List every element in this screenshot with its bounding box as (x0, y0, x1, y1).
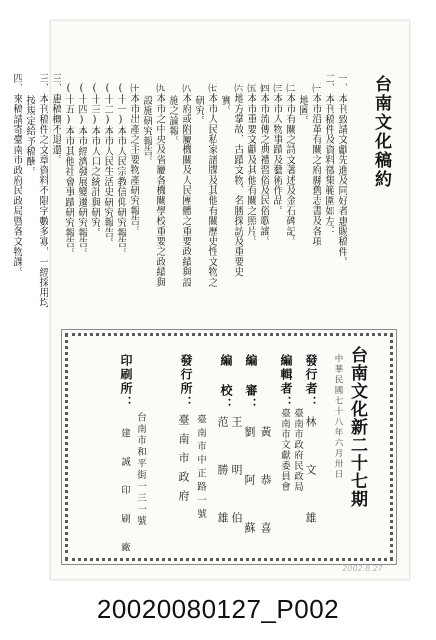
issue-date: 中華民國七十八年六月卅日 (333, 354, 343, 480)
guideline-column: ㈨本市之中央及省屬各機關學校重要之政績與 (154, 83, 165, 287)
guideline-column: 研究。 (193, 95, 204, 126)
guideline-column: ㈧本府或附屬機關及人民團體之重要政績與設 (180, 83, 191, 287)
proofing-label: 編 校： (219, 354, 233, 412)
publisher-name: 林 文 雄 (304, 416, 317, 535)
guideline-column: ㈡本市有關之詩文著述及金石碑記。 (284, 83, 295, 247)
guideline-column: ㈦本市人民私家譜牒及其他有關歷史性文物之 (206, 83, 217, 287)
issue-title: 台南文化新二十七期 (347, 346, 367, 508)
guideline-column: (十四)本市經濟發展變遷研究報告。 (76, 83, 87, 258)
guideline-column: ㈣本市流傳之典禮習俗及民俗歌謠。 (258, 83, 269, 247)
guideline-column: (十三)本市人口之統計與研究。 (89, 83, 100, 238)
guideline-column: 地圖。 (297, 95, 308, 126)
guideline-column: ㈩本市出產之主要物產研究報告。 (128, 83, 139, 236)
archive-caption: 20020080127_P002 (96, 594, 340, 624)
guideline-column: 實。 (219, 95, 230, 116)
guideline-column: 設施研究報告。 (141, 95, 152, 167)
document-title: 台南文化稿約 (371, 75, 391, 189)
proofing-name-1: 范 勝 雄 (216, 416, 229, 535)
editor-name-2: 臺南市政府民政局 (292, 408, 303, 492)
issuer-label: 發行所： (179, 354, 193, 410)
guideline-column: (十二)本市人民生活史研究報告。 (102, 83, 113, 248)
issuer-name-1: 臺南市政府 (177, 414, 190, 509)
guideline-column: 二、本刊稿件及資料徵集範圍如左： (323, 73, 334, 237)
submission-guidelines (10, 73, 347, 313)
printer-name-2: 台南市和平街一三一號 (135, 412, 146, 527)
colophon-box (65, 333, 393, 561)
archive-date-stamp: 2002.8.27 (342, 564, 383, 573)
guideline-column: 施之論報。 (167, 95, 178, 146)
guideline-column: ㈠本市沿革有關之府縣舊志書及各項 (310, 83, 321, 247)
guideline-column: 四、來稿請寄臺南市政府民政局暨各文物課。 (11, 73, 22, 277)
editor-label: 編輯者： (279, 354, 293, 410)
guideline-column: 三、本刊稿件之文章資料不限字數多寡，一經採用均 (37, 73, 48, 308)
guideline-column: ㈤本市重要文獻及其他有關之照片。 (245, 83, 256, 247)
review-name-2: 黃 恭 喜 (259, 426, 272, 545)
guideline-column: 三、惠稿概不退還。 (50, 73, 61, 165)
guideline-column: 按規定給予稿酬。 (24, 95, 35, 177)
guideline-column: (十一)本市人民宗教信仰研究報告。 (115, 83, 126, 258)
guideline-column: (十五)本市其他社會事蹟研究報告。 (63, 83, 74, 258)
printer-name-1: 建 誠 印 刷 廠 (119, 428, 130, 556)
document-page (11, 20, 410, 580)
proofing-name-2: 王 明 伯 (230, 416, 243, 535)
publisher-label: 發行者： (304, 354, 318, 410)
guideline-column: ㈥地方掌故、古蹟文物、名勝探訪及重要史 (232, 83, 243, 277)
guideline-column: 一、本刊致請文獻先進及同好者惠賜稿件。 (336, 73, 347, 267)
editor-name-1: 臺南市文獻委員會 (279, 408, 290, 492)
issuer-name-2: 臺南市中正路一號 (195, 414, 206, 522)
guideline-column: ㈢本市人物事蹟及藝術作品。 (271, 83, 282, 216)
review-label: 編 審： (244, 354, 258, 412)
printer-label: 印刷所： (119, 354, 133, 410)
review-name-1: 劉 阿 蘇 (243, 426, 256, 545)
